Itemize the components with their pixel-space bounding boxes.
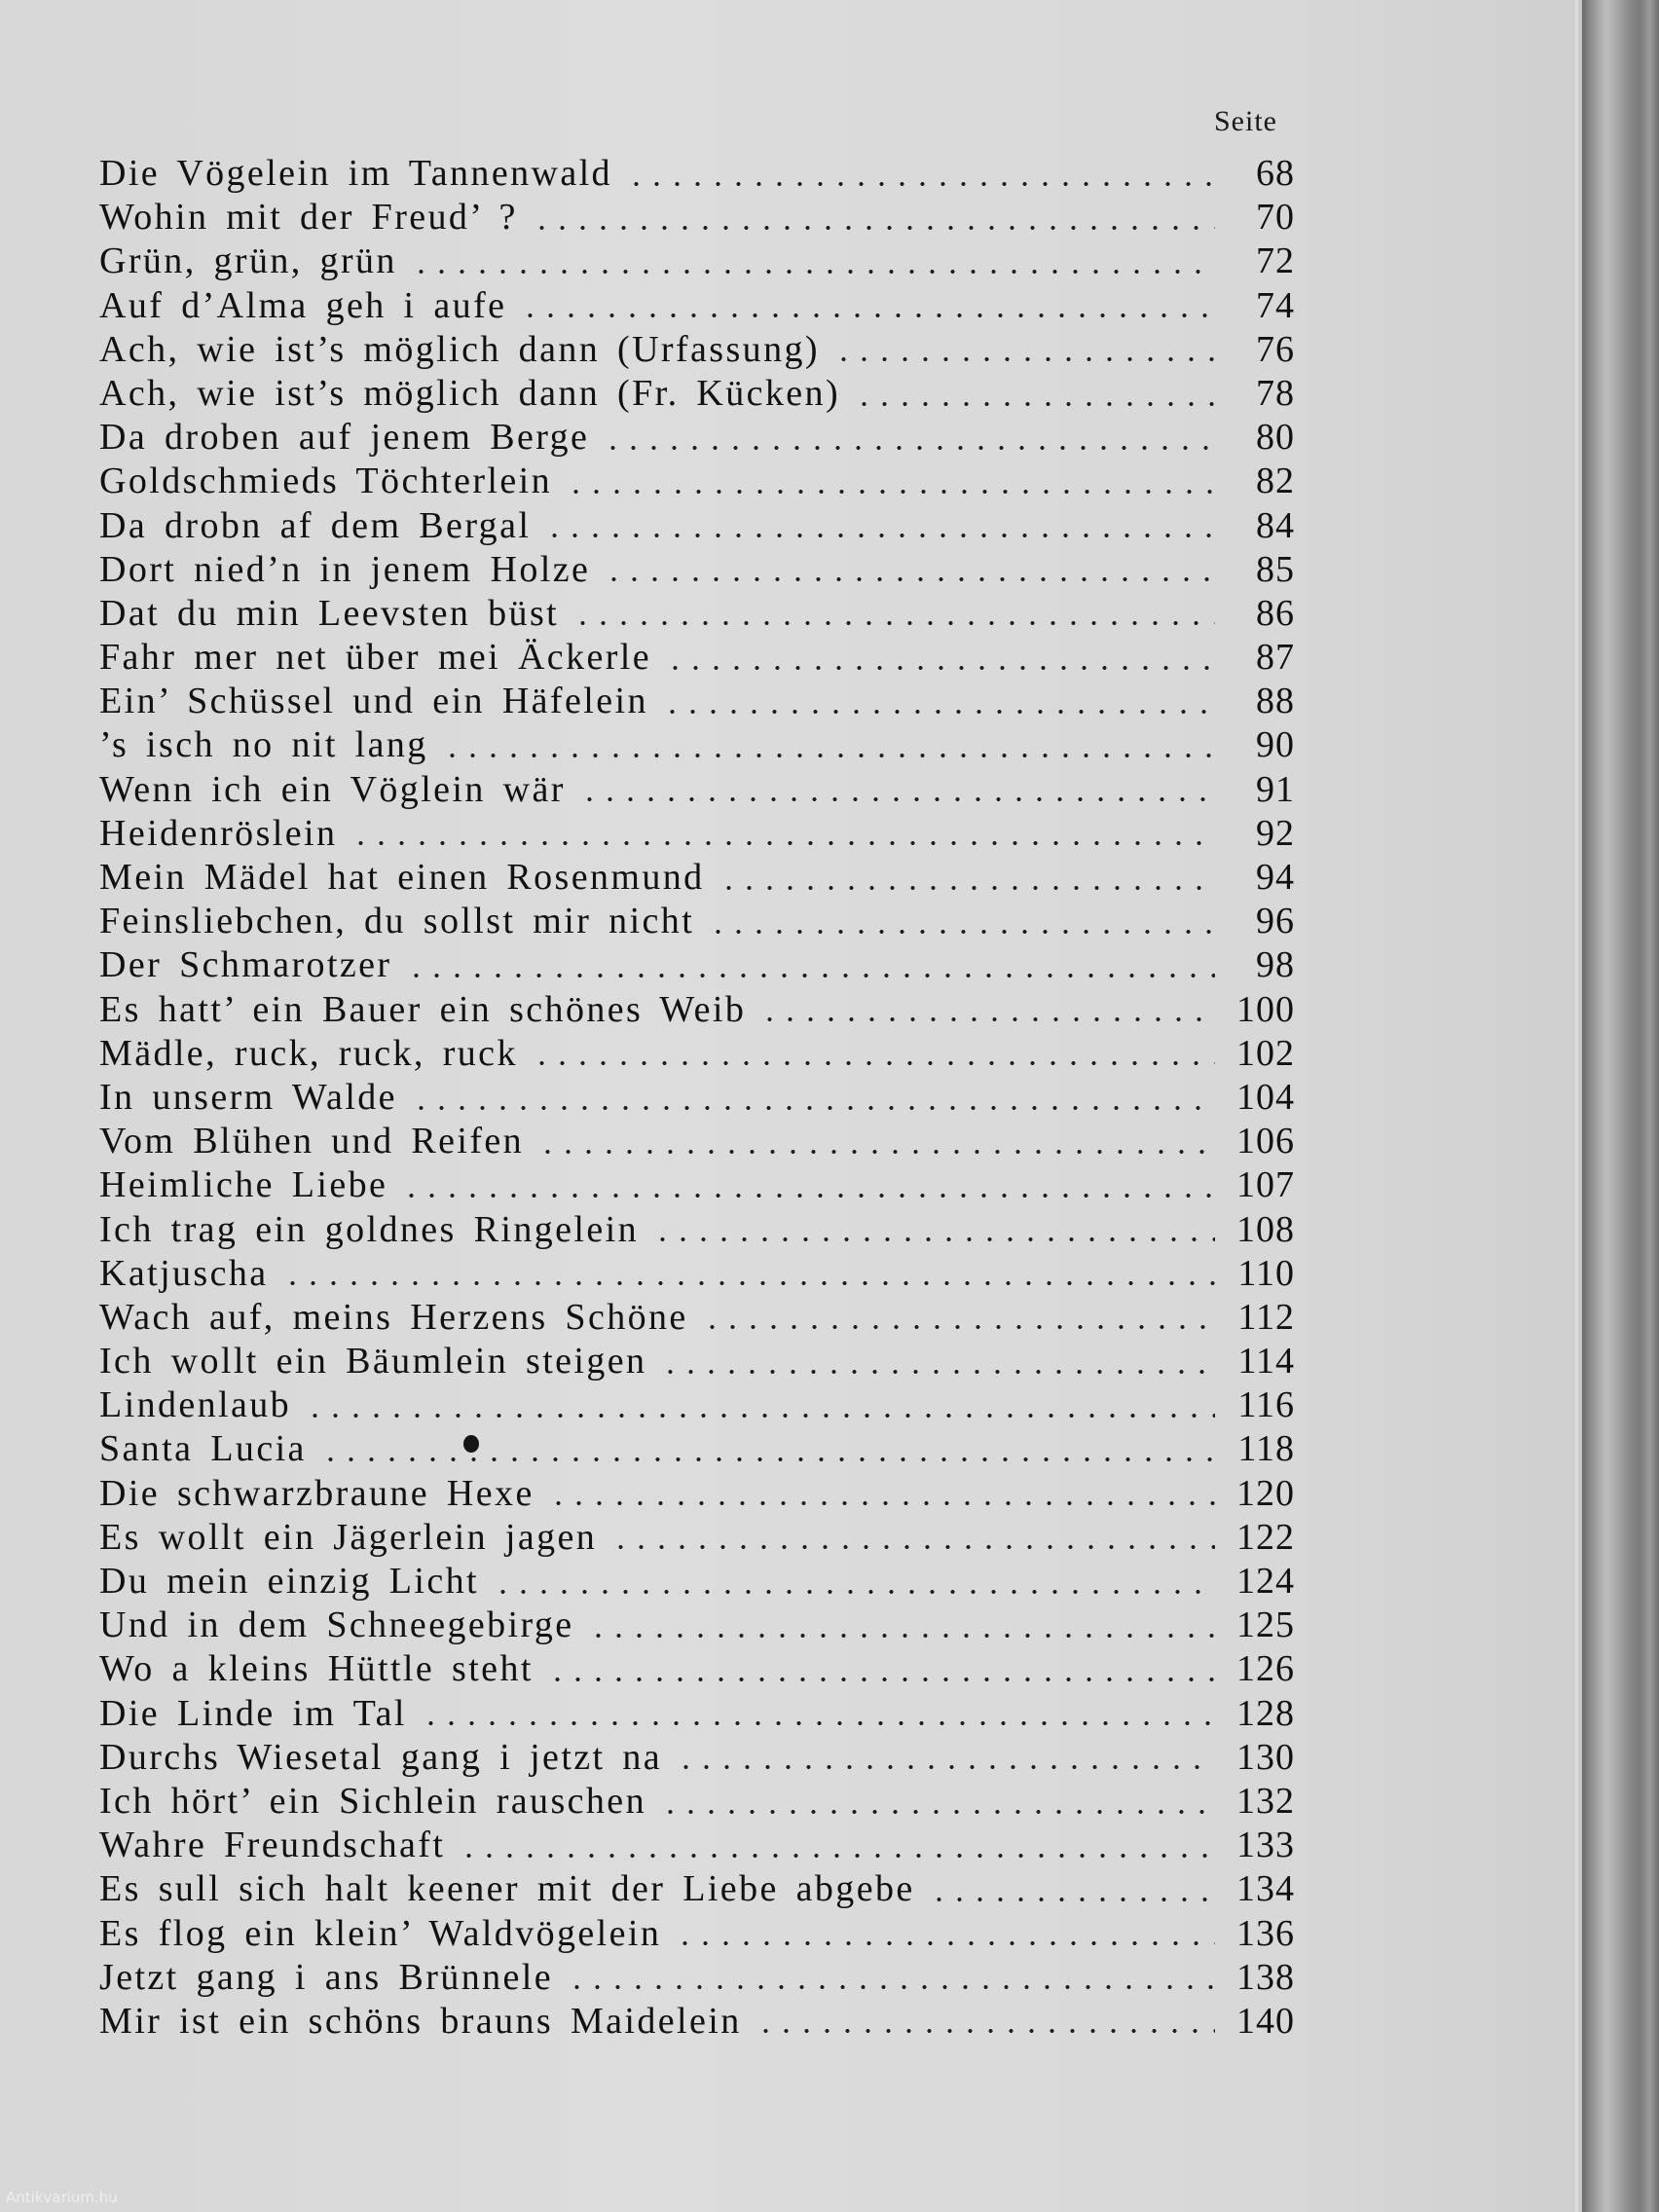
dot-leader (756, 2028, 1215, 2034)
toc-entry (99, 680, 1295, 723)
toc-entry (99, 988, 1295, 1032)
toc-entry (99, 1956, 1295, 2000)
dot-leader (662, 709, 1215, 715)
ink-spot (463, 1435, 479, 1453)
dot-leader (411, 1105, 1215, 1111)
toc-entry-page: 124 (1236, 1561, 1295, 1602)
dot-leader (547, 1677, 1215, 1682)
dot-leader (759, 1016, 1215, 1022)
toc-entry (99, 1076, 1295, 1120)
toc-entry-page: 72 (1256, 240, 1295, 282)
toc-entry (99, 504, 1295, 548)
toc-entry-page: 94 (1256, 857, 1295, 898)
toc-entry-page: 112 (1237, 1296, 1295, 1338)
toc-entry-page: 82 (1256, 461, 1295, 502)
toc-entry-page: 92 (1256, 812, 1295, 854)
toc-entry-title: Ach, wie ist’s möglich dann (Fr. Kücken) (99, 372, 841, 414)
toc-entry-title: Goldschmieds Töchterlein (99, 461, 552, 502)
toc-entry-page: 140 (1236, 2000, 1295, 2042)
dot-leader (421, 1720, 1215, 1726)
dot-leader (532, 225, 1215, 231)
toc-entry (99, 1736, 1295, 1780)
toc-entry-page: 90 (1256, 724, 1295, 766)
dot-leader (929, 1897, 1215, 1902)
dot-leader (567, 1984, 1215, 1990)
toc-entry (99, 943, 1295, 987)
dot-leader (676, 1764, 1215, 1770)
toc-entry-title: Ich hört’ ein Sichlein rauschen (99, 1780, 646, 1822)
toc-entry (99, 1032, 1295, 1076)
toc-entry (99, 1427, 1295, 1471)
toc-entry-page: 133 (1236, 1825, 1295, 1866)
toc-entry-title: Da drobn af dem Bergal (99, 504, 532, 546)
dot-leader (350, 840, 1215, 846)
dot-leader (411, 269, 1215, 275)
toc-entry (99, 372, 1295, 416)
toc-entry-title: Ach, wie ist’s möglich dann (Urfassung) (99, 328, 820, 370)
toc-entry-title: Ein’ Schüssel und ein Häfelein (99, 681, 648, 722)
dot-leader (702, 1324, 1215, 1330)
dot-leader (406, 973, 1216, 978)
toc-entry-page: 126 (1236, 1648, 1295, 1690)
table-of-contents (99, 152, 1295, 2044)
toc-entry-page: 122 (1236, 1516, 1295, 1558)
toc-entry-page: 107 (1236, 1164, 1295, 1206)
toc-entry-title: Und in dem Schneegebirge (99, 1604, 574, 1646)
toc-entry (99, 284, 1295, 328)
toc-entry-page: 120 (1236, 1472, 1295, 1514)
toc-entry-page: 104 (1236, 1076, 1295, 1118)
toc-entry-title: Durchs Wiesetal gang i jetzt na (99, 1736, 663, 1778)
dot-leader (579, 796, 1215, 802)
toc-entry-title: ’s isch no nit lang (99, 724, 428, 766)
dot-leader (610, 1544, 1215, 1550)
toc-entry (99, 1296, 1295, 1340)
toc-entry-title: Fahr mer net über mei Äckerle (99, 637, 652, 679)
dot-leader (442, 753, 1215, 758)
toc-entry (99, 1692, 1295, 1736)
toc-entry-title: Feinsliebchen, du sollst mir nicht (99, 901, 695, 942)
toc-entry-page: 125 (1236, 1604, 1295, 1646)
toc-entry-page: 106 (1236, 1121, 1295, 1162)
page-edge (1575, 0, 1582, 2212)
toc-entry (99, 1867, 1295, 1911)
toc-entry (99, 1824, 1295, 1867)
dot-leader (854, 401, 1215, 407)
toc-entry-title: Es wollt ein Jägerlein jagen (99, 1516, 598, 1558)
toc-entry-title: Santa Lucia (99, 1428, 307, 1470)
toc-entry-title: Die Vögelein im Tannenwald (99, 153, 612, 194)
toc-entry-page: 84 (1256, 504, 1295, 546)
toc-entry-page: 136 (1236, 1912, 1295, 1954)
dot-leader (675, 1940, 1215, 1946)
dot-leader (320, 1456, 1215, 1462)
dot-leader (572, 620, 1215, 626)
toc-entry (99, 1912, 1295, 1956)
toc-entry-title: Wach auf, meins Herzens Schöne (99, 1296, 688, 1338)
toc-entry-title: Es sull sich halt keener mit der Liebe abgebe (99, 1868, 915, 1910)
toc-entry-page: 114 (1237, 1341, 1295, 1382)
toc-entry-title: Ich wollt ein Bäumlein steigen (99, 1341, 647, 1382)
toc-entry-title: Wahre Freundschaft (99, 1825, 446, 1866)
toc-entry-page: 118 (1237, 1428, 1295, 1470)
toc-entry (99, 1383, 1295, 1427)
toc-entry-page: 86 (1256, 592, 1295, 634)
toc-entry-title: Wohin mit der Freud’ ? (99, 197, 518, 239)
dot-leader (604, 576, 1215, 582)
toc-entry-title: Die schwarzbraune Hexe (99, 1472, 535, 1514)
toc-entry-page: 98 (1256, 944, 1295, 986)
dot-leader (719, 885, 1215, 891)
dot-leader (493, 1589, 1215, 1595)
dot-leader (652, 1236, 1215, 1242)
dot-leader (708, 929, 1215, 935)
toc-entry-page: 88 (1256, 681, 1295, 722)
dot-leader (833, 356, 1215, 362)
toc-entry-title: Katjuscha (99, 1252, 269, 1294)
toc-entry-title: In unserm Walde (99, 1076, 397, 1118)
toc-entry-title: Da droben auf jenem Berge (99, 417, 590, 459)
toc-entry (99, 1516, 1295, 1560)
toc-entry-page: 108 (1236, 1208, 1295, 1250)
toc-entry-title: Mein Mädel hat einen Rosenmund (99, 857, 705, 898)
toc-entry (99, 636, 1295, 680)
toc-entry-page: 91 (1256, 768, 1295, 810)
toc-entry-title: Ich trag ein goldnes Ringelein (99, 1208, 639, 1250)
toc-entry (99, 812, 1295, 856)
toc-entry-title: Heidenröslein (99, 812, 338, 854)
dot-leader (660, 1809, 1215, 1815)
toc-entry-title: Es hatt’ ein Bauer ein schönes Weib (99, 988, 747, 1030)
toc-entry-page: 96 (1256, 901, 1295, 942)
toc-entry-page: 78 (1256, 372, 1295, 414)
dot-leader (588, 1633, 1215, 1639)
toc-entry-page: 132 (1236, 1780, 1295, 1822)
toc-entry-title: Lindenlaub (99, 1384, 292, 1426)
toc-entry-page: 130 (1236, 1736, 1295, 1778)
toc-entry (99, 240, 1295, 283)
book-spine-shadow (1582, 0, 1659, 2212)
toc-entry-page: 70 (1256, 197, 1295, 239)
toc-entry (99, 723, 1295, 767)
toc-entry (99, 196, 1295, 240)
toc-entry (99, 856, 1295, 900)
toc-entry-title: Der Schmarotzer (99, 944, 392, 986)
toc-entry (99, 1163, 1295, 1207)
dot-leader (459, 1853, 1215, 1859)
toc-entry-page: 102 (1236, 1032, 1295, 1074)
toc-entry-title: Es flog ein klein’ Waldvögelein (99, 1912, 662, 1954)
toc-entry-page: 87 (1256, 637, 1295, 679)
dot-leader (537, 1149, 1215, 1155)
toc-entry-title: Auf d’Alma geh i aufe (99, 284, 507, 326)
toc-entry (99, 548, 1295, 592)
toc-entry (99, 1120, 1295, 1163)
toc-entry (99, 328, 1295, 372)
watermark: Antikvarium.hu (6, 2189, 118, 2206)
toc-entry-title: Grün, grün, grün (99, 240, 397, 282)
toc-entry (99, 1472, 1295, 1516)
dot-leader (520, 313, 1215, 318)
toc-entry-title: Mädle, ruck, ruck, ruck (99, 1032, 518, 1074)
toc-entry-title: Wenn ich ein Vöglein wär (99, 768, 566, 810)
toc-entry (99, 1560, 1295, 1604)
toc-entry (99, 460, 1295, 503)
toc-entry-page: 116 (1237, 1384, 1295, 1426)
toc-entry (99, 1604, 1295, 1647)
dot-leader (566, 489, 1215, 495)
toc-entry-title: Wo a kleins Hüttle steht (99, 1648, 534, 1690)
toc-entry-page: 128 (1236, 1692, 1295, 1734)
dot-leader (660, 1369, 1215, 1375)
toc-entry (99, 1647, 1295, 1691)
toc-entry-title: Dat du min Leevsten büst (99, 592, 560, 634)
toc-entry-page: 134 (1236, 1868, 1295, 1910)
toc-entry-title: Vom Blühen und Reifen (99, 1121, 525, 1162)
toc-entry (99, 1780, 1295, 1824)
toc-entry-title: Jetzt gang i ans Brünnele (99, 1956, 554, 1998)
toc-entry (99, 768, 1295, 812)
dot-leader (665, 665, 1215, 671)
toc-entry-title: Die Linde im Tal (99, 1692, 407, 1734)
toc-entry-page: 74 (1256, 284, 1295, 326)
dot-leader (305, 1413, 1215, 1419)
toc-entry (99, 592, 1295, 636)
toc-entry-page: 76 (1256, 328, 1295, 370)
toc-entry-title: Heimliche Liebe (99, 1164, 388, 1206)
toc-entry (99, 900, 1295, 943)
toc-entry-page: 110 (1237, 1252, 1295, 1294)
toc-entry-page: 80 (1256, 417, 1295, 459)
dot-leader (401, 1193, 1215, 1198)
toc-entry-page: 100 (1236, 988, 1295, 1030)
dot-leader (626, 181, 1215, 187)
toc-entry (99, 1252, 1295, 1296)
toc-entry (99, 2000, 1295, 2044)
toc-entry-page: 138 (1236, 1956, 1295, 1998)
dot-leader (548, 1500, 1215, 1506)
dot-leader (282, 1280, 1215, 1286)
page-column-header: Seite (1214, 105, 1277, 137)
toc-entry (99, 416, 1295, 460)
dot-leader (544, 533, 1215, 538)
toc-entry-page: 68 (1256, 153, 1295, 194)
toc-entry-title: Dort nied’n in jenem Holze (99, 548, 591, 590)
toc-entry-title: Du mein einzig Licht (99, 1561, 479, 1602)
toc-entry (99, 1208, 1295, 1252)
toc-entry-title: Mir ist ein schöns brauns Maidelein (99, 2000, 742, 2042)
toc-entry-page: 85 (1256, 548, 1295, 590)
toc-entry (99, 1340, 1295, 1383)
dot-leader (532, 1060, 1215, 1066)
dot-leader (603, 445, 1215, 451)
toc-entry (99, 152, 1295, 196)
